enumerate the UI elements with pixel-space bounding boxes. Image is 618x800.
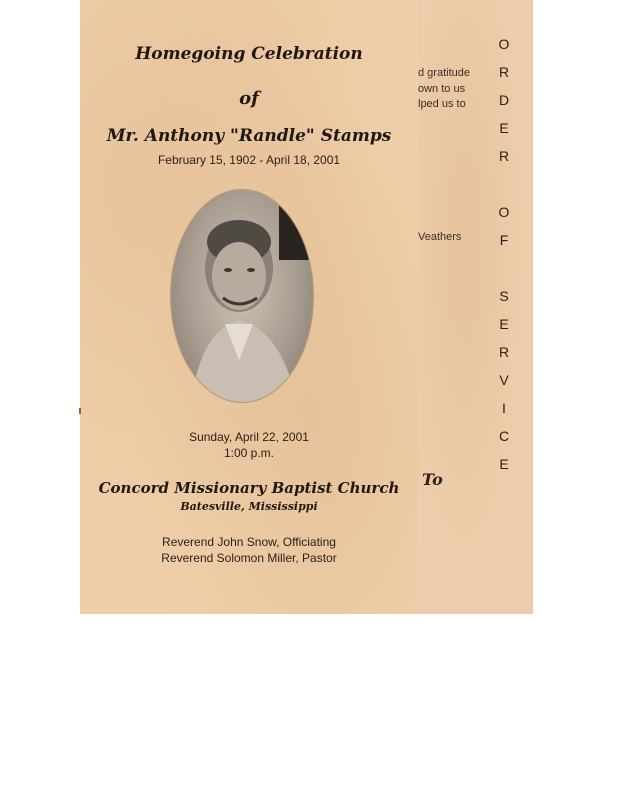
portrait-image bbox=[171, 190, 313, 402]
heading-letter: E bbox=[499, 120, 509, 136]
flap-fragment: Veathers bbox=[418, 231, 462, 243]
flap-fragment: d gratitude bbox=[418, 67, 470, 79]
portrait-photo bbox=[171, 190, 313, 402]
heading-letter: R bbox=[498, 344, 510, 360]
heading-letter: E bbox=[499, 456, 509, 472]
paper-edge-mark bbox=[79, 408, 81, 414]
heading-letter: R bbox=[498, 64, 510, 80]
life-dates: February 15, 1902 - April 18, 2001 bbox=[157, 153, 341, 167]
flap-fragment: own to us bbox=[418, 83, 466, 95]
cover-heading: Homegoing Celebration bbox=[135, 44, 363, 64]
heading-letter: D bbox=[498, 92, 510, 108]
heading-letter: F bbox=[499, 232, 509, 248]
church-location: Batesville, Mississippi bbox=[180, 500, 318, 513]
service-time: 1:00 p.m. bbox=[223, 446, 275, 460]
heading-letter: C bbox=[498, 428, 510, 444]
heading-letter: O bbox=[498, 204, 510, 220]
service-date: Sunday, April 22, 2001 bbox=[189, 430, 309, 444]
flap-to-label: To bbox=[422, 470, 443, 489]
heading-letter: S bbox=[499, 288, 509, 304]
heading-letter: E bbox=[499, 316, 509, 332]
church-name: Concord Missionary Baptist Church bbox=[98, 479, 400, 497]
heading-letter: R bbox=[498, 148, 510, 164]
heading-letter: V bbox=[499, 372, 509, 388]
deceased-name: Mr. Anthony "Randle" Stamps bbox=[106, 126, 392, 146]
program-cover bbox=[80, 0, 418, 614]
back-panel bbox=[418, 0, 533, 614]
pastor-line: Reverend Solomon Miller, Pastor bbox=[161, 551, 337, 565]
officiant-line: Reverend John Snow, Officiating bbox=[162, 535, 336, 549]
heading-letter: I bbox=[502, 400, 506, 416]
flap-fragment: lped us to bbox=[418, 98, 466, 110]
cover-heading-of: of bbox=[239, 88, 259, 109]
heading-letter: O bbox=[498, 36, 510, 52]
